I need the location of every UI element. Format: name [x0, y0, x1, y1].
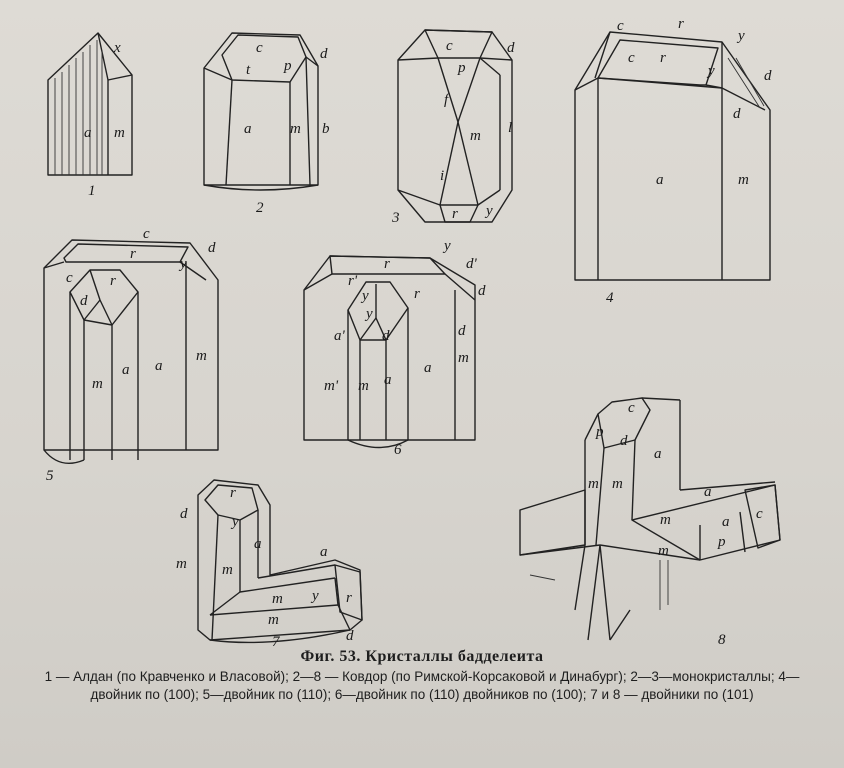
crystal-4-number: 4 — [606, 290, 614, 306]
crystal-6-face-label: a — [424, 360, 432, 376]
crystal-8-face-label: m — [588, 476, 599, 492]
crystal-7-face-label: d — [346, 628, 354, 644]
crystal-6-face-label: m — [458, 350, 469, 366]
crystal-8-number: 8 — [718, 632, 726, 648]
crystal-3-face-label: l — [508, 120, 513, 136]
crystal-2-face-label: c — [256, 40, 263, 56]
crystal-2-drawing — [204, 33, 318, 190]
crystal-6-face-label: d — [478, 283, 486, 299]
crystal-8-drawing — [520, 398, 780, 640]
crystal-4-face-label: a — [656, 172, 664, 188]
crystal-4-face-label: m — [738, 172, 749, 188]
crystal-2-face-label: d — [320, 46, 328, 62]
crystal-8-face-label: a — [722, 514, 730, 530]
crystal-3-face-label: c — [446, 38, 453, 54]
crystal-1-face-label: m — [114, 125, 125, 141]
crystal-4-face-label: d — [764, 68, 772, 84]
crystal-1-face-label: a — [84, 125, 92, 141]
crystal-6-face-label: a — [384, 372, 392, 388]
crystal-3-face-label: m — [470, 128, 481, 144]
crystal-5-face-label: c — [143, 226, 150, 242]
crystal-7-face-label: m — [272, 591, 283, 607]
figure-title: Фиг. 53. Кристаллы бадделеита — [300, 648, 544, 665]
crystal-7-number: 7 — [272, 634, 280, 648]
crystal-7-face-label: m — [268, 612, 279, 628]
crystal-6-face-label: y — [362, 288, 369, 304]
crystal-6-face-label: a' — [334, 328, 345, 344]
crystal-6-face-label: m — [358, 378, 369, 394]
crystal-4-face-label: r — [678, 16, 684, 32]
crystal-7-face-label: y — [232, 514, 239, 530]
crystal-8-face-label: m — [612, 476, 623, 492]
crystal-2-face-label: m — [290, 121, 301, 137]
crystal-5-face-label: d — [208, 240, 216, 256]
crystal-3-face-label: i — [440, 168, 445, 184]
crystal-3-face-label: y — [486, 203, 493, 219]
crystal-5-face-label: a — [122, 362, 130, 378]
crystal-3-face-label: r — [452, 206, 458, 222]
crystal-3-face-label: d — [507, 40, 515, 56]
crystal-2-face-label: a — [244, 121, 252, 137]
crystal-4-face-label: r — [660, 50, 666, 66]
crystal-5-face-label: m — [196, 348, 207, 364]
crystal-6-face-label: d' — [466, 256, 477, 272]
crystal-4-face-label: d — [733, 106, 741, 122]
crystal-6-face-label: y — [444, 238, 451, 254]
crystal-1-face-label: x — [114, 40, 121, 56]
crystal-8-face-label: p — [718, 534, 726, 550]
crystal-4-drawing — [575, 32, 770, 280]
figure-legend: 1 — Алдан (по Кравченко и Власовой); 2—8 — Ковдор (по Римской-Корсаковой и Динабург); 2—3—монокристаллы; 4—двойник по (100); 5—двойник по (110); 6—двойник по (110) двойников по (100); 7 и 8 — двойники по (101) — [44, 669, 800, 702]
crystal-6-number: 6 — [394, 442, 402, 458]
crystal-6-face-label: r — [414, 286, 420, 302]
crystal-8-face-label: d — [620, 433, 628, 449]
crystal-8-face-label: p — [596, 424, 604, 440]
crystal-8-face-label: c — [628, 400, 635, 416]
crystal-7-face-label: m — [222, 562, 233, 578]
crystal-3-face-label: p — [458, 60, 466, 76]
crystal-7-face-label: r — [346, 590, 352, 606]
crystal-2-face-label: t — [246, 62, 251, 78]
crystal-4-face-label: y — [708, 63, 715, 79]
crystal-6-face-label: d — [458, 323, 466, 339]
crystal-7-face-label: m — [176, 556, 187, 572]
crystal-4-face-label: c — [628, 50, 635, 66]
crystal-5-number: 5 — [46, 468, 54, 484]
crystal-5-face-label: a — [155, 358, 163, 374]
crystal-5-face-label: r — [110, 273, 116, 289]
crystal-7-face-label: r — [230, 485, 236, 501]
crystal-2-face-label: p — [284, 58, 292, 74]
crystal-6-face-label: r' — [348, 273, 358, 289]
crystal-6-face-label: y — [366, 306, 373, 322]
figure-caption — [0, 648, 844, 704]
crystal-5-face-label: r — [130, 246, 136, 262]
crystal-5-face-label: d — [80, 293, 88, 309]
crystal-8-face-label: m — [658, 543, 669, 559]
crystal-4-face-label: y — [738, 28, 745, 44]
crystal-7-face-label: a — [254, 536, 262, 552]
crystal-5-face-label: m — [92, 376, 103, 392]
crystal-2-number: 2 — [256, 200, 264, 216]
crystal-4-face-label: c — [617, 18, 624, 34]
crystal-6-face-label: m' — [324, 378, 339, 394]
crystal-6-face-label: d — [382, 328, 390, 344]
crystal-7-face-label: y — [312, 588, 319, 604]
crystal-7-face-label: d — [180, 506, 188, 522]
crystal-8-face-label: a — [704, 484, 712, 500]
crystal-6-face-label: r — [384, 256, 390, 272]
crystal-8-face-label: m — [660, 512, 671, 528]
crystal-5-face-label: c — [66, 270, 73, 286]
crystal-5-face-label: y — [180, 256, 187, 272]
crystal-3-drawing — [398, 30, 512, 222]
crystal-1-number: 1 — [88, 183, 96, 199]
crystal-7-face-label: a — [320, 544, 328, 560]
crystal-3-number: 3 — [392, 210, 400, 226]
crystal-2-face-label: b — [322, 121, 330, 137]
crystal-6-drawing — [304, 256, 475, 448]
crystal-8-face-label: a — [654, 446, 662, 462]
crystal-8-face-label: c — [756, 506, 763, 522]
crystal-3-face-label: f — [444, 92, 449, 108]
